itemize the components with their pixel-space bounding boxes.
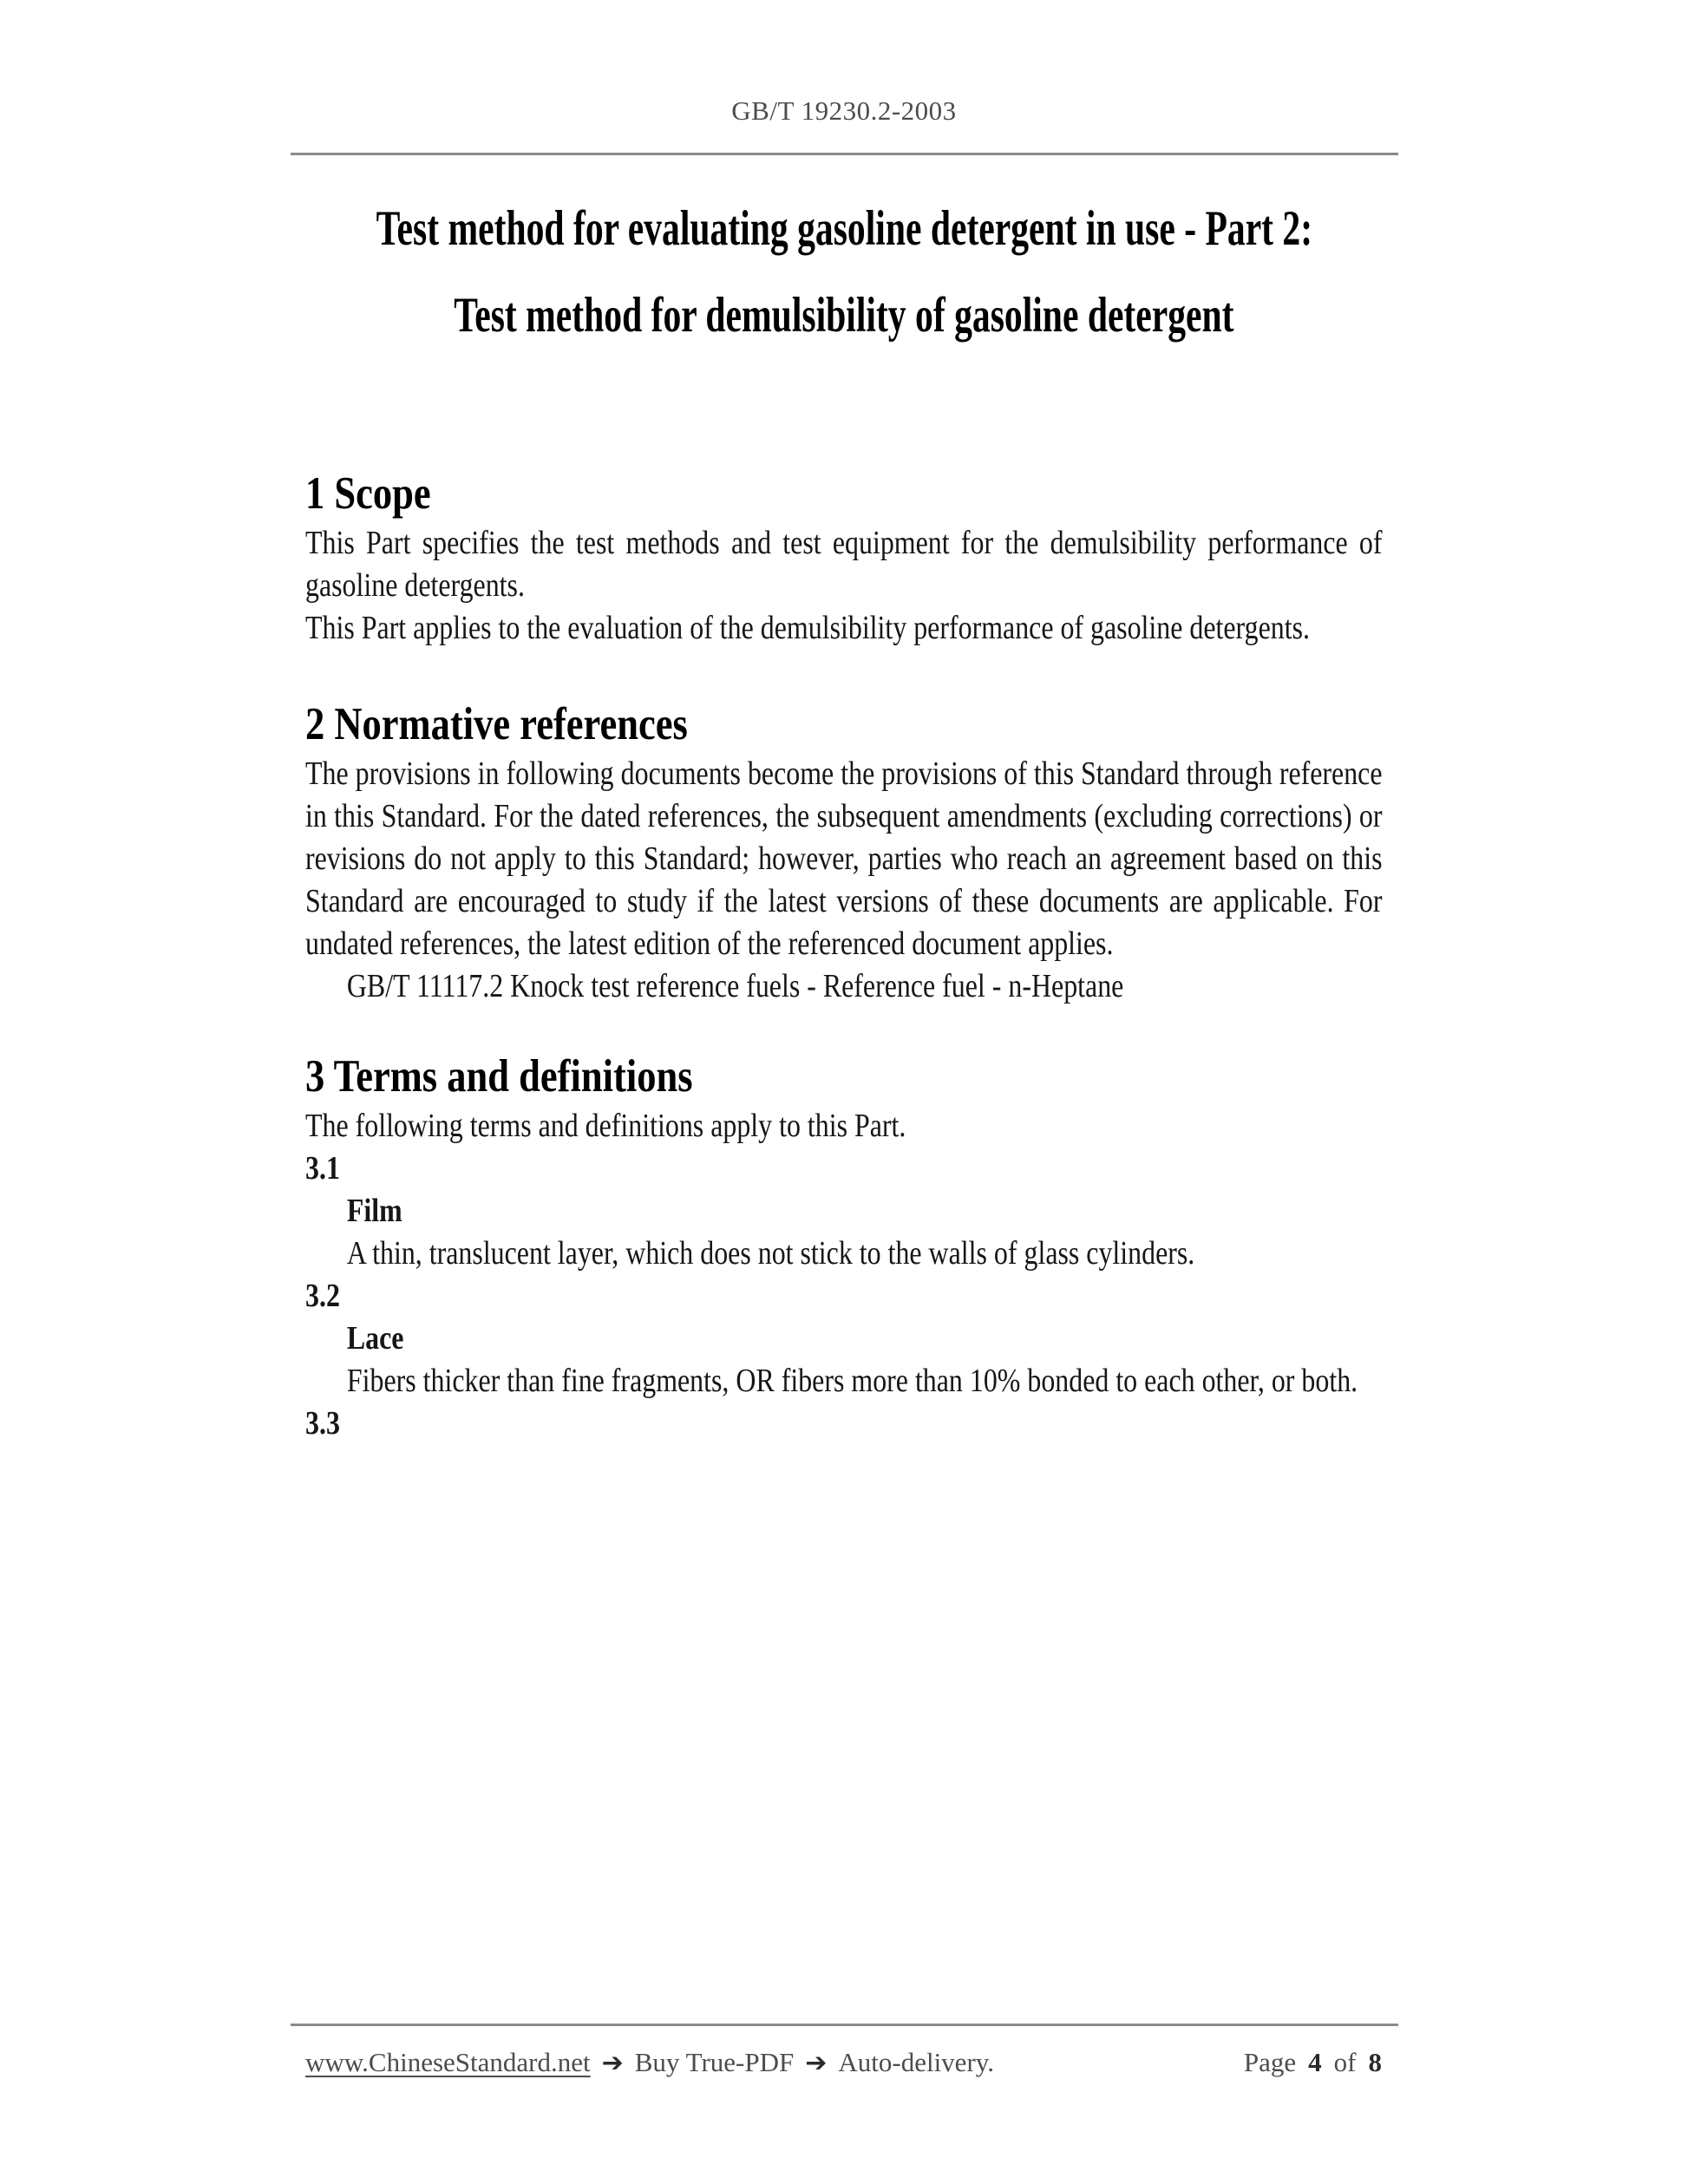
doc-title-line1: Test method for evaluating gasoline detergent in use - Part 2:	[376, 201, 1312, 256]
footer-page-indicator	[1244, 2045, 1382, 2080]
right-arrow-icon: ➔	[805, 2048, 828, 2078]
footer-rule	[291, 2024, 1398, 2026]
scope-paragraph-1: This Part specifies the test methods and test equipment for the demulsibility performance of gasoline detergents.	[305, 525, 1383, 604]
doc-title-line2: Test method for demulsibility of gasoline detergent	[454, 288, 1234, 343]
term-name-film: Film	[346, 1193, 402, 1229]
term-number-3-3: 3.3	[305, 1405, 340, 1442]
header-rule	[291, 153, 1398, 155]
normative-paragraph: The provisions in following documents become the provisions of this Standard through reference in this Standard. For the dated references, the subsequent amendments (excluding corrections) or revisions do not apply to this Standard; however, parties who reach an agreement based on this Standard are encouraged to study if the latest versions of these documents are applicable. For undated references, the latest edition of the referenced document applies.	[305, 755, 1383, 962]
document-body	[305, 465, 1383, 1445]
scope-paragraph-2: This Part applies to the evaluation of the demulsibility performance of gasoline detergents.	[305, 610, 1310, 646]
term-number-3-1: 3.1	[305, 1150, 340, 1187]
right-arrow-icon: ➔	[601, 2048, 624, 2078]
of-label: of	[1333, 2047, 1357, 2077]
buy-true-pdf-label: Buy True-PDF	[634, 2047, 795, 2077]
section-heading-normative-references: 2 Normative references	[305, 699, 688, 749]
page-footer	[291, 2024, 1398, 2081]
doc-title-line1-wrap	[305, 199, 1383, 259]
footer-row	[291, 2045, 1398, 2081]
term-definition-film: A thin, translucent layer, which does not stick to the walls of glass cylinders.	[346, 1235, 1195, 1272]
site-link[interactable]: www.ChineseStandard.net	[305, 2047, 591, 2077]
doc-title-line2-wrap	[305, 285, 1383, 346]
page-label: Page	[1243, 2047, 1297, 2077]
auto-delivery-label: Auto-delivery.	[838, 2047, 995, 2077]
section-heading-scope: 1 Scope	[305, 468, 431, 519]
term-name-lace: Lace	[346, 1320, 404, 1357]
footer-left	[305, 2045, 994, 2081]
doc-number: GB/T 19230.2-2003	[731, 95, 957, 126]
section-heading-terms: 3 Terms and definitions	[305, 1051, 693, 1102]
term-number-3-2: 3.2	[305, 1278, 340, 1314]
terms-intro: The following terms and definitions apply to this Part.	[305, 1108, 906, 1144]
page-total: 8	[1368, 2047, 1382, 2077]
term-definition-lace: Fibers thicker than fine fragments, OR fibers more than 10% bonded to each other, or both.	[346, 1363, 1358, 1399]
normative-reference-item: GB/T 11117.2 Knock test reference fuels - Reference fuel - n-Heptane	[346, 968, 1124, 1004]
page-current: 4	[1308, 2047, 1322, 2077]
